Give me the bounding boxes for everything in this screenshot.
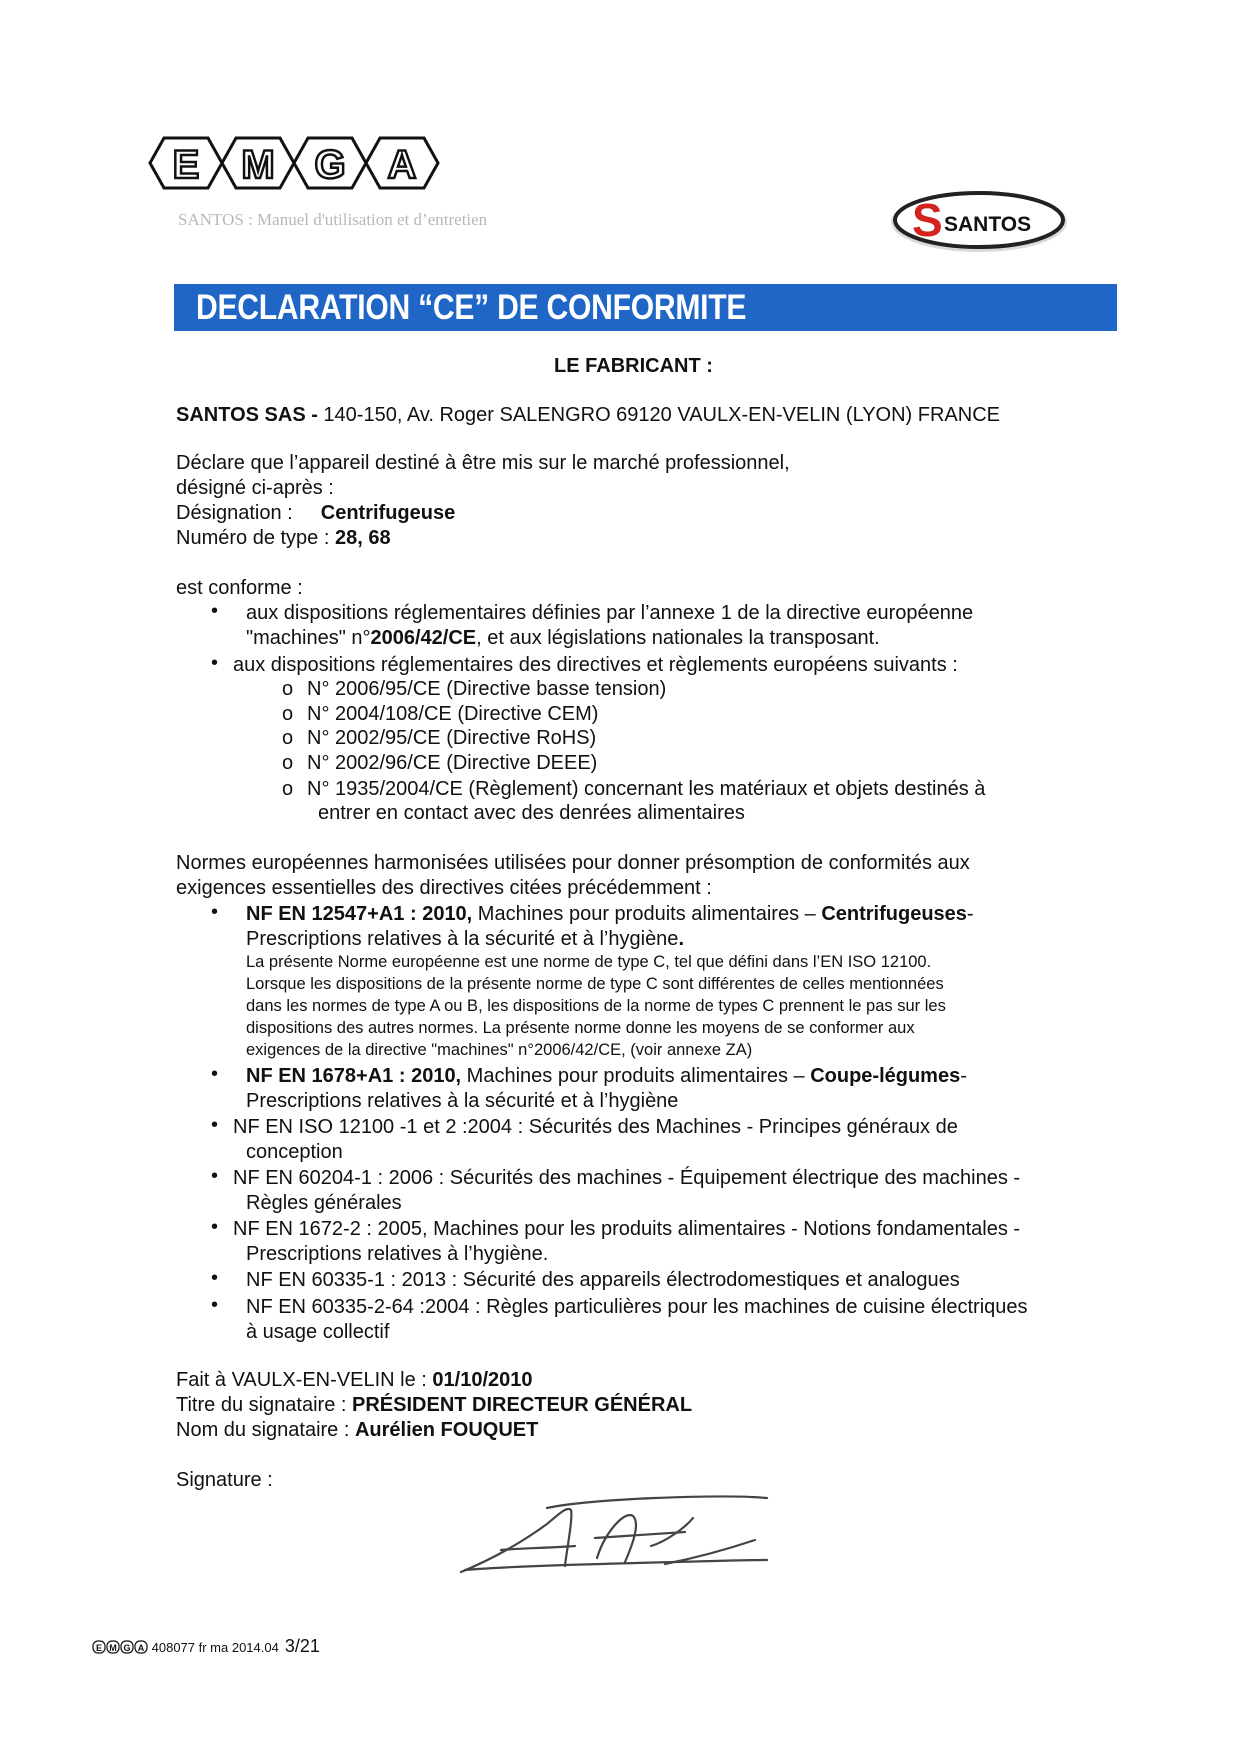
company-address: 140-150, Av. Roger SALENGRO 69120 VAULX-EN-VELIN (LYON) FRANCE <box>317 404 1000 426</box>
norme-1-line-1 <box>246 902 974 927</box>
bullet-icon: • <box>211 1114 219 1136</box>
norme-5-line-1: NF EN 1672-2 : 2005, Machines pour les produits alimentaires - Notions fondamentales - <box>233 1218 1021 1240</box>
svg-text:S: S <box>912 194 943 246</box>
norme-2-code: NF EN 1678+A1 : 2010, <box>246 1065 462 1087</box>
norme-3-line-2: conception <box>246 1141 343 1163</box>
norme-2-line-2: Prescriptions relatives à la sécurité et à l’hygiène <box>246 1090 679 1112</box>
circle-bullet-icon: o <box>282 703 294 725</box>
emga-logo <box>148 128 448 198</box>
bullet-icon: • <box>211 901 219 923</box>
norme-1-note-line: dispositions des autres normes. La présente norme donne les moyens de se conformer aux <box>246 1019 915 1037</box>
type-value: 28, 68 <box>334 527 391 549</box>
type-label: Numéro de type : <box>176 527 330 549</box>
titre-line <box>176 1393 692 1418</box>
norme-3-line-1: NF EN ISO 12100 -1 et 2 :2004 : Sécurités des Machines - Principes généraux de <box>233 1116 958 1138</box>
norme-2-dash: - <box>960 1065 967 1087</box>
emga-letter-g: G <box>314 143 346 187</box>
emga-letter-m: M <box>241 143 275 187</box>
norme-1-note-line: exigences de la directive "machines" n°2006/42/CE, (voir annexe ZA) <box>246 1041 753 1059</box>
directive-item: N° 2002/95/CE (Directive RoHS) <box>307 727 597 749</box>
company-name: SANTOS SAS - <box>176 404 318 426</box>
bullet-icon: • <box>211 1165 219 1187</box>
handwritten-signature <box>455 1488 785 1584</box>
titre-label: Titre du signataire : <box>176 1394 347 1416</box>
footer-letter-g: G <box>123 1643 131 1653</box>
bullet-icon: • <box>211 1216 219 1238</box>
bullet-icon: • <box>211 1294 219 1316</box>
norme-2-product: Coupe-légumes <box>810 1065 961 1087</box>
fait-line <box>176 1368 533 1393</box>
machines-directive-prefix: "machines" n° <box>246 627 371 649</box>
norme-1-text: Machines pour produits alimentaires – <box>472 903 822 925</box>
directive-item: N° 2004/108/CE (Directive CEM) <box>307 703 599 725</box>
footer-letter-m: M <box>109 1643 117 1653</box>
norme-1-note-line: Lorsque les dispositions de la présente norme de type C sont différentes de celles mentionnées <box>246 975 944 993</box>
conforme-item-1-line-1: aux dispositions réglementaires définies par l’annexe 1 de la directive européenne <box>246 602 974 624</box>
norme-2-text: Machines pour produits alimentaires – <box>461 1065 811 1087</box>
designation-line <box>176 501 455 526</box>
nom-line <box>176 1418 538 1443</box>
norme-7-line-1: NF EN 60335-2-64 :2004 : Règles particulières pour les machines de cuisine électriques <box>246 1296 1028 1318</box>
circle-bullet-icon: o <box>282 778 294 800</box>
norme-2-line-1 <box>246 1064 967 1089</box>
norme-7-line-2: à usage collectif <box>246 1321 390 1343</box>
title-banner <box>174 284 1117 331</box>
norme-1-note-line: La présente Norme européenne est une norme de type C, tel que défini dans l’EN ISO 12100. <box>246 953 932 971</box>
directive-item-continuation: entrer en contact avec des denrées alimentaires <box>318 802 745 824</box>
santos-logo <box>888 186 1071 254</box>
signature-label: Signature : <box>176 1469 273 1491</box>
circle-bullet-icon: o <box>282 678 294 700</box>
norme-4-line-2: Règles générales <box>246 1192 402 1214</box>
bullet-icon: • <box>211 1267 219 1289</box>
norme-1-product: Centrifugeuses <box>821 903 967 925</box>
conforme-item-2: aux dispositions réglementaires des directives et règlements européens suivants : <box>233 654 958 676</box>
normes-intro-line-1: Normes européennes harmonisées utilisées pour donner présomption de conformités aux <box>176 852 970 874</box>
directive-item: N° 1935/2004/CE (Règlement) concernant les matériaux et objets destinés à <box>307 778 986 800</box>
page-number: 3/21 <box>284 1636 320 1656</box>
normes-intro-line-2: exigences essentielles des directives citées précédemment : <box>176 877 712 899</box>
bullet-icon: • <box>211 1063 219 1085</box>
santos-brand-text: SANTOS <box>944 213 1032 236</box>
nom-value: Aurélien FOUQUET <box>354 1419 539 1441</box>
norme-1-code: NF EN 12547+A1 : 2010, <box>246 903 473 925</box>
machines-directive-suffix: , et aux législations nationales la transposant. <box>476 627 880 649</box>
fabricant-heading: LE FABRICANT : <box>554 355 713 377</box>
company-address-line <box>176 403 1000 428</box>
emga-letter-e: E <box>172 143 200 187</box>
page-footer <box>92 1636 320 1657</box>
norme-1-dot: . <box>678 928 684 950</box>
type-line <box>176 526 391 551</box>
page-title: DECLARATION “CE” DE CONFORMITE <box>196 288 747 327</box>
declaration-line-2: désigné ci-après : <box>176 477 334 499</box>
norme-1-dash: - <box>966 903 974 925</box>
designation-label: Désignation : <box>176 502 293 524</box>
doc-reference: 408077 fr ma 2014.04 <box>151 1640 279 1655</box>
emga-letter-a: A <box>387 143 417 187</box>
directive-item: N° 2002/96/CE (Directive DEEE) <box>307 752 598 774</box>
bullet-icon: • <box>211 600 219 622</box>
circle-bullet-icon: o <box>282 752 294 774</box>
footer-letter-a: A <box>137 1643 145 1653</box>
norme-1-note-line: dans les normes de type A ou B, les dispositions de la norme de types C prennent le pas sur les <box>246 997 946 1015</box>
norme-1-prescriptions: Prescriptions relatives à la sécurité et à l’hygiène <box>246 928 679 950</box>
norme-1-line-2 <box>246 927 684 952</box>
machines-directive-number: 2006/42/CE <box>370 627 477 649</box>
designation-value: Centrifugeuse <box>320 502 456 524</box>
conforme-intro: est conforme : <box>176 577 303 599</box>
conforme-item-1-line-2 <box>246 626 880 651</box>
norme-6: NF EN 60335-1 : 2013 : Sécurité des appareils électrodomestiques et analogues <box>246 1269 960 1291</box>
manual-subtitle: SANTOS : Manuel d'utilisation et d’entretien <box>178 210 488 229</box>
norme-5-line-2: Prescriptions relatives à l’hygiène. <box>246 1243 549 1265</box>
fait-label: Fait à VAULX-EN-VELIN le : <box>176 1369 427 1391</box>
directive-item: N° 2006/95/CE (Directive basse tension) <box>307 678 667 700</box>
emga-small-logo <box>92 1639 148 1655</box>
titre-value: PRÉSIDENT DIRECTEUR GÉNÉRAL <box>352 1394 693 1416</box>
bullet-icon: • <box>211 652 219 674</box>
nom-label: Nom du signataire : <box>176 1419 350 1441</box>
footer-letter-e: E <box>95 1643 103 1653</box>
fait-date: 01/10/2010 <box>432 1369 533 1391</box>
declaration-line-1: Déclare que l’appareil destiné à être mis sur le marché professionnel, <box>176 452 790 474</box>
norme-4-line-1: NF EN 60204-1 : 2006 : Sécurités des machines - Équipement électrique des machines - <box>233 1167 1021 1189</box>
circle-bullet-icon: o <box>282 727 294 749</box>
